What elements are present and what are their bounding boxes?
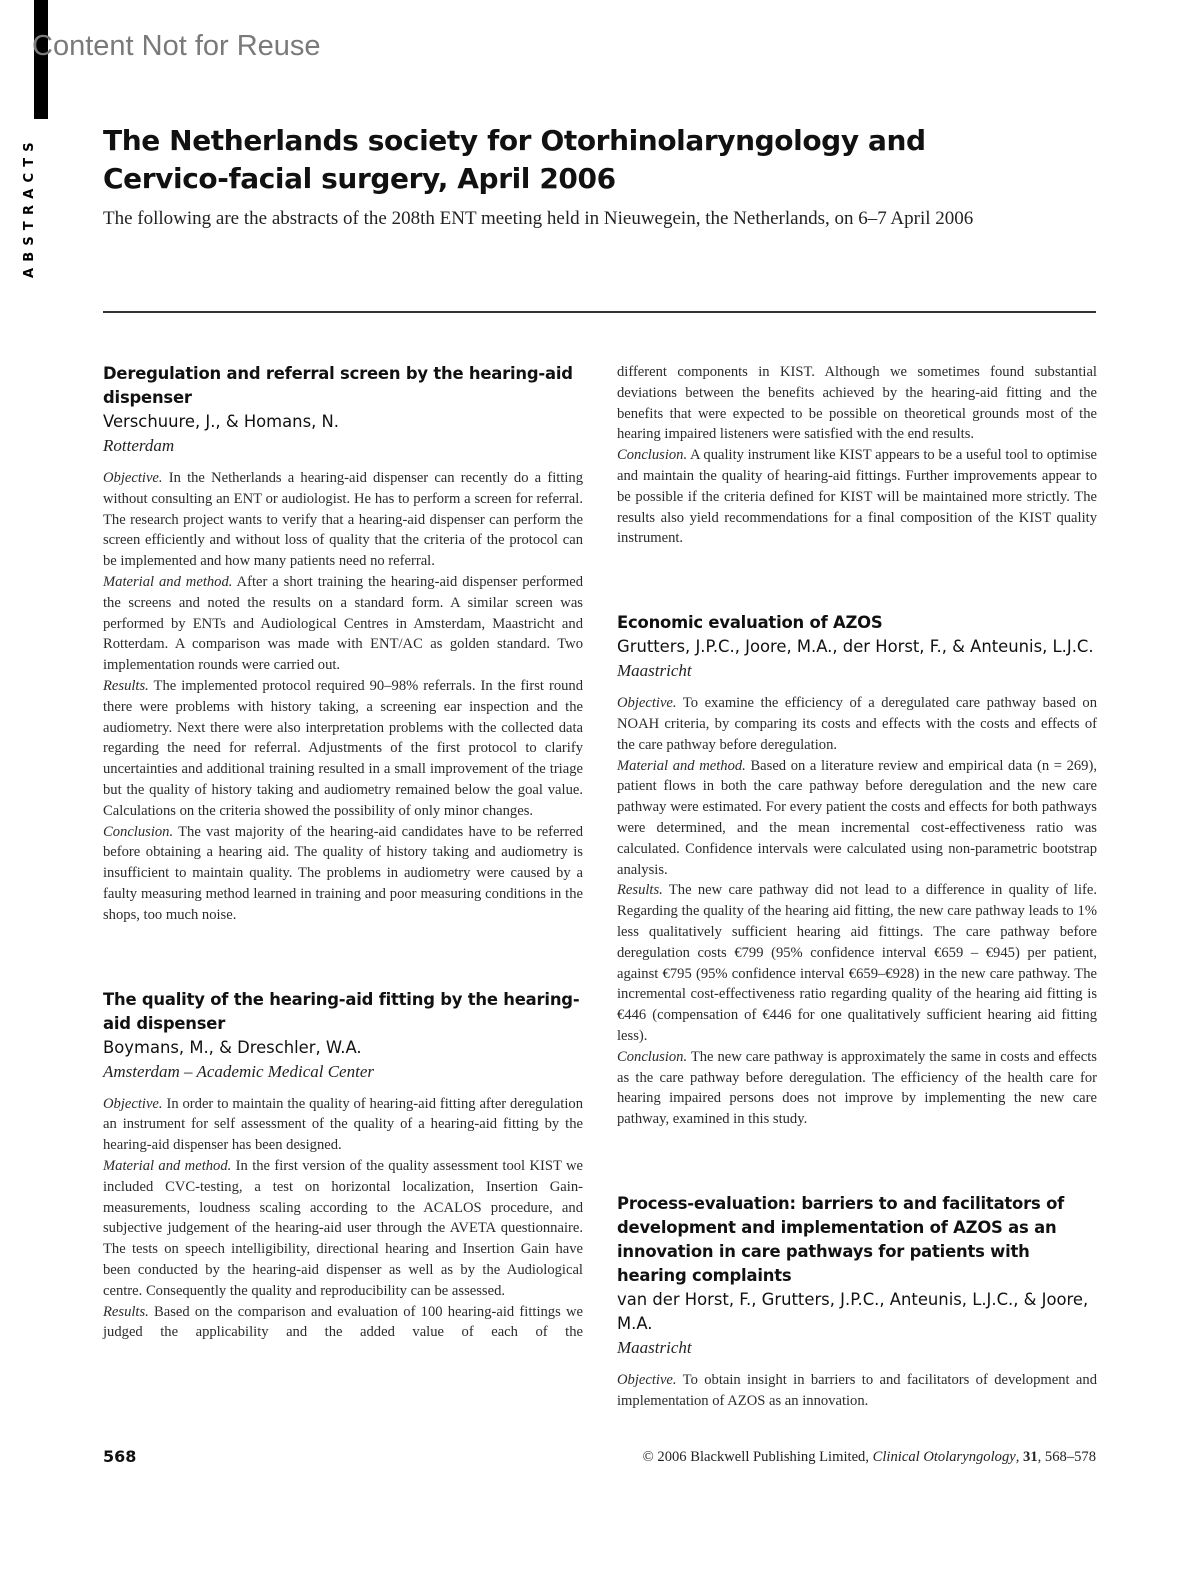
page-header	[103, 122, 1103, 232]
spacer	[103, 926, 583, 988]
page-number: 568	[103, 1447, 137, 1466]
page-title	[103, 122, 1103, 198]
section-label-results: Results.	[617, 882, 663, 899]
section-label-results: Results.	[103, 677, 149, 694]
abstract-affiliation: Rotterdam	[103, 436, 175, 455]
abstract-authors: Verschuure, J., & Homans, N.	[103, 412, 339, 431]
abstract-3	[617, 611, 1097, 1130]
abstract-2-continued	[617, 362, 1097, 549]
section-text: The implemented protocol required 90–98% referrals. In the first round there were problems with history taking, a screening ear inspection and the audiometry. Next there were also interpretation problems with the collected data regarding the need for referral. Adjustments of the first protocol to clarify uncertainties and additional training resulted in a small improvement of the triage but the quality of history taking and audiometry remained below the goal value. Calculations on the criteria showed the possibility of only minor changes.	[103, 677, 584, 819]
abstract-results-continued	[617, 362, 1097, 445]
journal-pages: , 568–578	[1037, 1449, 1096, 1465]
section-label-method: Material and method.	[103, 573, 233, 590]
abstract-method	[103, 572, 583, 676]
abstract-conclusion	[103, 822, 583, 926]
abstract-method	[617, 756, 1097, 881]
section-label-method: Material and method.	[103, 1157, 232, 1174]
abstract-objective	[617, 693, 1097, 755]
section-text: The new care pathway is approximately the same in costs and effects as the care pathway before deregulation. The efficiency of the health care for hearing impaired persons does not improve by implementing the new care pathway, examined in this study.	[617, 1048, 1097, 1128]
section-text: In order to maintain the quality of hearing-aid fitting after deregulation an instrument for self assessment of the quality of a hearing-aid fitting by the hearing-aid dispenser has been designed.	[103, 1095, 583, 1154]
journal-volume: 31	[1023, 1449, 1038, 1465]
abstract-title: The quality of the hearing-aid fitting by the hearing-aid dispenser	[103, 989, 580, 1033]
section-label: ABSTRACTS	[22, 136, 37, 278]
section-text: After a short training the hearing-aid dispenser performed the screens and noted the results on a standard form. A similar screen was performed by ENTs and Audiological Centres in Amsterdam, Maastricht and Rotterdam. A comparison was made with ENT/AC as golden standard. Two implementation rounds were carried out.	[103, 573, 584, 674]
abstract-affiliation: Maastricht	[617, 661, 692, 681]
abstract-objective	[617, 1370, 1097, 1412]
spacer	[617, 549, 1097, 611]
abstract-results	[617, 880, 1097, 1046]
section-label-objective: Objective.	[103, 470, 163, 486]
section-label-results: Results.	[103, 1303, 149, 1320]
abstract-objective	[103, 468, 583, 572]
section-label-method: Material and method.	[617, 757, 746, 774]
section-label-objective: Objective.	[617, 695, 677, 712]
page-footer	[103, 1447, 1096, 1471]
abstract-authors: Grutters, J.P.C., Joore, M.A., der Horst, F., & Anteunis, L.J.C.	[617, 637, 1094, 657]
section-label-conclusion: Conclusion.	[103, 823, 174, 840]
abstract-4	[617, 1192, 1097, 1412]
section-text: In the Netherlands a hearing-aid dispenser can recently do a fitting without consulting an ENT or audiologist. He has to perform a screen for referral. The research project wants to verify that a hearing-aid dispenser can perform the screen efficiently and without loss of quality that the criteria of the protocol can be implemented and how many patients need no referral.	[103, 470, 584, 570]
abstract-2	[103, 988, 583, 1344]
section-label-conclusion: Conclusion.	[617, 447, 688, 464]
abstract-authors: van der Horst, F., Grutters, J.P.C., Anteunis, L.J.C., & Joore, M.A.	[617, 1289, 1089, 1333]
abstract-conclusion	[617, 1047, 1097, 1130]
header-divider	[103, 311, 1096, 313]
watermark: Content Not for Reuse	[32, 30, 321, 62]
section-text: A quality instrument like KIST appears to be a useful tool to optimise and maintain the quality of hearing-aid fittings. Further improvements appear to be possible if the criteria defined for KIST will be maintained more strictly. The results also yield recommendations for a final composition of the KIST quality instrument.	[617, 447, 1097, 547]
abstract-objective	[103, 1094, 583, 1156]
page-title-line-1: The Netherlands society for Otorhinolaryngology and	[103, 124, 926, 157]
section-text: The new care pathway did not lead to a difference in quality of life. Regarding the quality of the hearing aid fitting, the new care pathway leads to 1% less qualitatively sufficient hearing aid fittings. The care pathway before deregulation costs €799 (95% confidence interval €659 – €945) per patient, against €795 (95% confidence interval €659–€928) in the new care pathway. The incremental cost-effectiveness ratio regarding quality of the hearing aid fitting is €446 (compensation of €446 for one qualitatively sufficient hearing aid fitting less).	[617, 882, 1097, 1044]
abstract-1	[103, 362, 583, 926]
abstract-results	[103, 676, 583, 822]
section-text: different components in KIST. Although we sometimes found substantial deviations between the benefits achieved by the hearing-aid fitting and the benefits that were expected to be possible on theoretical grounds most of the hearing impaired listeners were satisfied with the end results.	[617, 364, 1097, 443]
journal-name: Clinical Otolaryngology	[872, 1449, 1016, 1465]
section-label-objective: Objective.	[103, 1095, 163, 1112]
page-title-line-2: Cervico-facial surgery, April 2006	[103, 162, 616, 195]
section-label-objective: Objective.	[617, 1371, 677, 1388]
section-text: The vast majority of the hearing-aid candidates have to be referred before obtaining a hearing aid. The quality of history taking and audiometry is insufficient to maintain quality. The problems in audiometry were caused by a faulty measuring method learned in training and poor measuring conditions in the shops, too much noise.	[103, 823, 583, 923]
abstract-title: Process-evaluation: barriers to and facilitators of development and implementation of AZOS as an innovation in care pathways for patients with hearing complaints	[617, 1193, 1065, 1285]
abstract-affiliation: Maastricht	[617, 1337, 692, 1357]
abstract-method	[103, 1156, 583, 1302]
copyright-line: © 2006 Blackwell Publishing Limited, Clinical Otolaryngology, 31, 568–578	[642, 1449, 1096, 1465]
section-text: To examine the efficiency of a deregulated care pathway based on NOAH criteria, by comparing its costs and effects with the costs and effects of the care pathway before deregulation.	[617, 695, 1097, 753]
abstract-title: Economic evaluation of AZOS	[617, 613, 883, 633]
abstract-title: Deregulation and referral screen by the hearing-aid dispenser	[103, 364, 573, 407]
right-column	[617, 362, 1097, 1412]
abstract-authors: Boymans, M., & Dreschler, W.A.	[103, 1037, 362, 1057]
section-text: Based on the comparison and evaluation of 100 hearing-aid fittings we judged the applicability and the added value of each of the	[103, 1303, 583, 1341]
section-label-conclusion: Conclusion.	[617, 1048, 688, 1065]
copyright-prefix: © 2006 Blackwell Publishing Limited,	[642, 1449, 873, 1465]
page-subtitle: The following are the abstracts of the 208th ENT meeting held in Nieuwegein, the Netherlands, on 6–7 April 2006	[103, 208, 974, 229]
abstract-results	[103, 1302, 583, 1344]
section-text: Based on a literature review and empirical data (n = 269), patient flows in both the care pathway before deregulation and the new care pathway were estimated. For every patient the costs and effects for both pathways were determined, and the mean incremental cost-effectiveness ratio was calculated. Confidence intervals were calculated using non-parametric bootstrap analysis.	[617, 757, 1097, 878]
section-text: To obtain insight in barriers to and facilitators of development and implementation of AZOS as an innovation.	[617, 1371, 1098, 1409]
spacer	[617, 1130, 1097, 1192]
abstract-conclusion	[617, 445, 1097, 549]
left-column	[103, 362, 583, 1343]
section-text: In the first version of the quality assessment tool KIST we included CVC-testing, a test on horizontal localization, Insertion Gain-measurements, loudness scaling according to the ACALOS procedure, and subjective judgement of the hearing-aid user through the AVETA questionnaire. The tests on speech intelligibility, directional hearing and Insertion Gain have been conducted by the hearing-aid dispenser as well as by the Audiological centre. Consequently the quality and reproducibility can be assessed.	[103, 1157, 583, 1299]
abstract-affiliation: Amsterdam – Academic Medical Center	[103, 1061, 374, 1081]
